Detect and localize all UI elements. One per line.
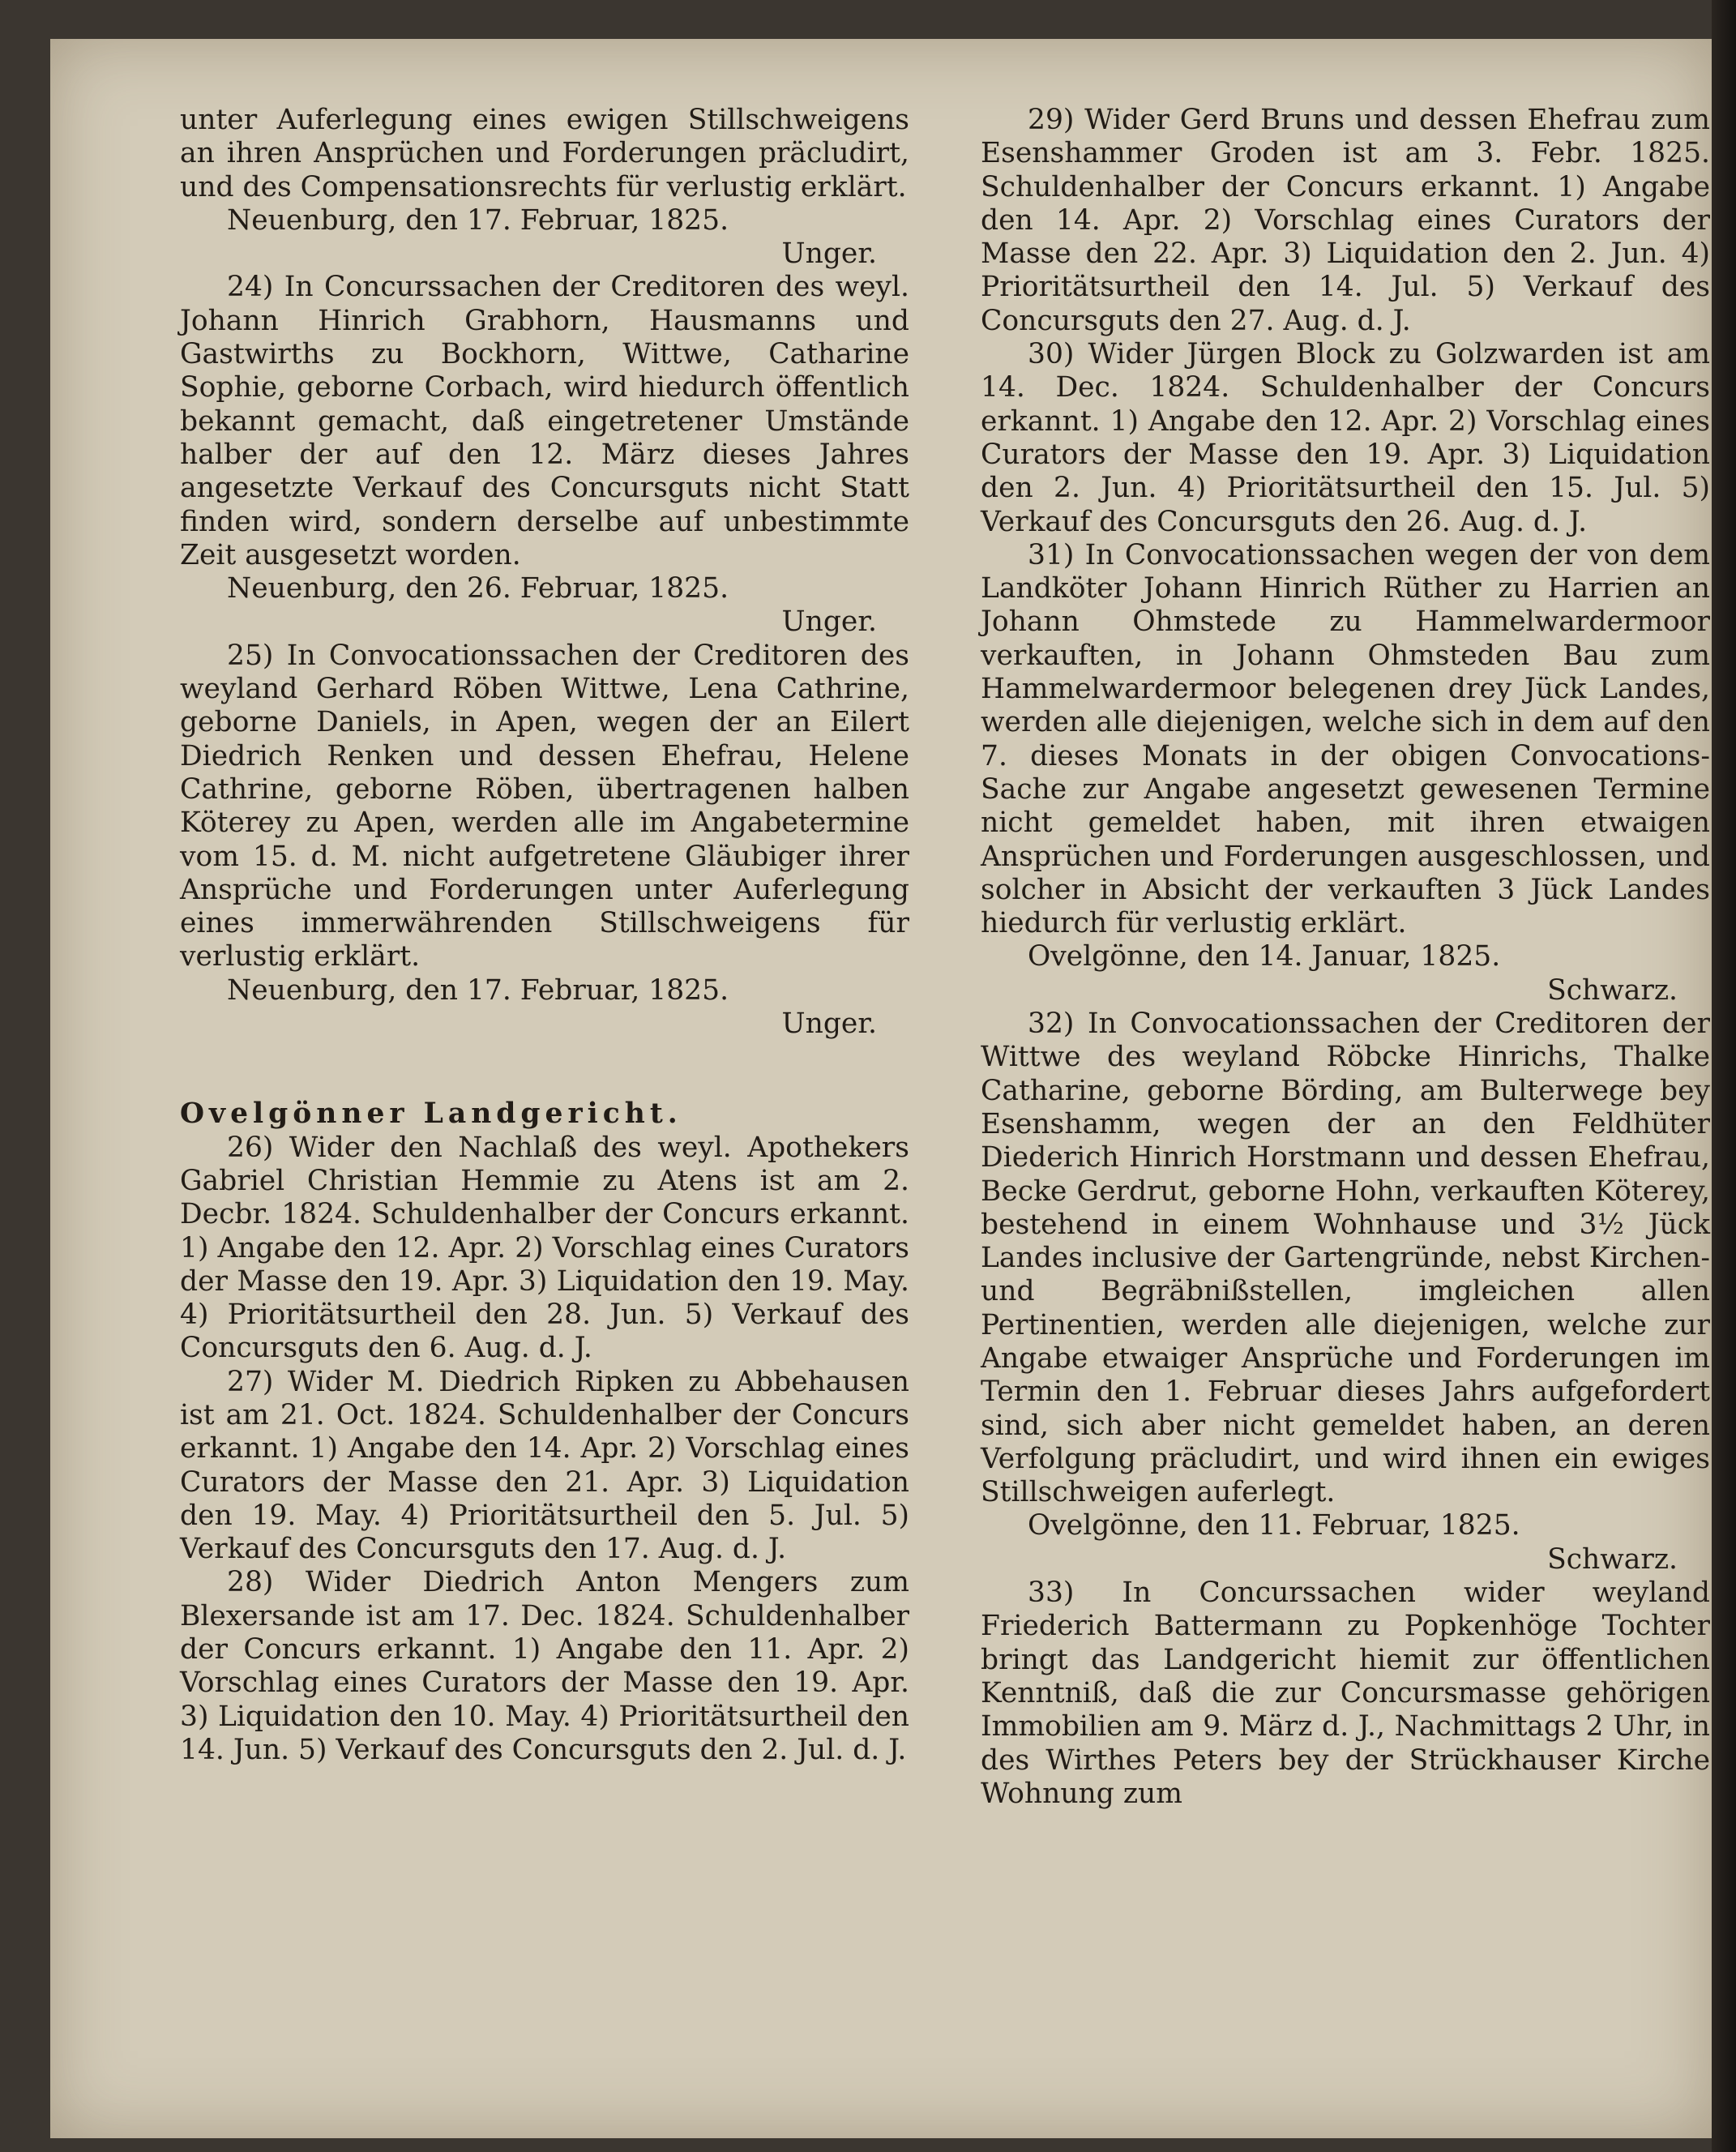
notice-paragraph: 31) In Convocationssachen wegen der von dem Landköter Johann Hinrich Rüther zu Harrien an Johann Ohmstede zu Hammelwardermoor verkauften, in Johann Ohmsteden Bau zum Hammelwardermoor belegenen drey Jück Landes, werden alle diejenigen, welche sich in dem auf den 7. dieses Monats in der obigen Convocations-Sache zur Angabe angesetzt gewesenen Termine nicht gemeldet haben, mit ihren etwaigen Ansprüchen und Forderungen ausgeschlossen, und solcher in Absicht der verkauften 3 Jück Landes hiedurch für verlustig erklärt.: [981, 538, 1710, 940]
notice-paragraph: 29) Wider Gerd Bruns und dessen Ehefrau zum Esenshammer Groden ist am 3. Febr. 1825. Schuldenhalber der Concurs erkannt. 1) Angabe den 14. Apr. 2) Vorschlag eines Curators der Masse den 22. Apr. 3) Liquidation den 2. Jun. 4) Prioritätsurtheil den 14. Jul. 5) Verkauf des Concursguts den 27. Aug. d. J.: [981, 104, 1710, 337]
spacer: [180, 1041, 909, 1097]
notice-paragraph: 26) Wider den Nachlaß des weyl. Apothekers Gabriel Christian Hemmie zu Atens ist am 2. Decbr. 1824. Schuldenhalber der Concurs erkannt. 1) Angabe den 12. Apr. 2) Vorschlag eines Curators der Masse den 19. Apr. 3) Liquidation den 19. May. 4) Prioritätsurtheil den 28. Jun. 5) Verkauf des Concursguts den 6. Aug. d. J.: [180, 1131, 909, 1365]
signature: Unger.: [781, 1008, 877, 1041]
place-date-line: Neuenburg, den 17. Februar, 1825.: [227, 203, 729, 237]
notice-paragraph: 30) Wider Jürgen Block zu Golzwarden ist am 14. Dec. 1824. Schuldenhalber der Concurs erkannt. 1) Angabe den 12. Apr. 2) Vorschlag eines Curators der Masse den 19. Apr. 3) Liquidation den 2. Jun. 4) Prioritätsurtheil den 15. Jul. 5) Verkauf des Concursguts den 26. Aug. d. J.: [981, 338, 1710, 538]
paragraph-continued: unter Auferlegung eines ewigen Stillschweigens an ihren Ansprüchen und Forderungen präcludirt, und des Compensationsrechts für verlustig erklärt.: [180, 104, 909, 203]
notice-paragraph: 25) In Convocationssachen der Creditoren des weyland Gerhard Röben Wittwe, Lena Cathrine, geborne Daniels, in Apen, wegen der an Eilert Diedrich Renken und dessen Ehefrau, Helene Cathrine, geborne Röben, übertragenen halben Köterey zu Apen, werden alle im Angabetermine vom 15. d. M. nicht aufgetretene Gläubiger ihrer Ansprüche und Forderungen unter Auferlegung eines immerwährenden Stillschweigens für verlustig erklärt.: [180, 639, 909, 973]
signature: Unger.: [781, 605, 877, 639]
signature: Unger.: [781, 237, 877, 271]
notice-paragraph: 24) In Concurssachen der Creditoren des weyl. Johann Hinrich Grabhorn, Hausmanns und Gastwirths zu Bockhorn, Wittwe, Catharine Sophie, geborne Corbach, wird hiedurch öffentlich bekannt gemacht, daß eingetretener Umstände halber der auf den 12. März dieses Jahres angesetzte Verkauf des Concursguts nicht Statt finden wird, sondern derselbe auf unbestimmte Zeit ausgesetzt worden.: [180, 271, 909, 571]
signature: Schwarz.: [1547, 973, 1678, 1007]
place-date-line: Neuenburg, den 26. Februar, 1825.: [227, 572, 729, 605]
place-date-line: Ovelgönne, den 11. Februar, 1825.: [1028, 1509, 1520, 1542]
right-column: [981, 104, 1710, 1811]
section-heading: Ovelgönner Landgericht.: [180, 1097, 682, 1131]
notice-paragraph: 33) In Concurssachen wider weyland Friederich Battermann zu Popkenhöge Tochter bringt das Landgericht hiemit zur öffentlichen Kenntniß, daß die zur Concursmasse gehörigen Immobilien am 9. März d. J., Nachmittags 2 Uhr, in des Wirthes Peters bey der Strückhauser Kirche Wohnung zum: [981, 1577, 1710, 1810]
place-date-line: Neuenburg, den 17. Februar, 1825.: [227, 973, 729, 1007]
signature: Schwarz.: [1547, 1542, 1678, 1576]
book-spine: [1712, 0, 1736, 2152]
notice-paragraph: 32) In Convocationssachen der Creditoren der Wittwe des weyland Röbcke Hinrichs, Thalke Catharine, geborne Börding, am Bulterwege bey Esenshamm, wegen der an den Feldhüter Diederich Hinrich Horstmann und dessen Ehefrau, Becke Gerdrut, geborne Hohn, verkauften Köterey, bestehend in einem Wohnhause und 3½ Jück Landes inclusive der Gartengründe, nebst Kirchen- und Begräbnißstellen, imgleichen allen Pertinentien, werden alle diejenigen, welche zur Angabe etwaiger Ansprüche und Forderungen im Termin den 1. Februar dieses Jahrs aufgefordert sind, sich aber nicht gemeldet haben, an deren Verfolgung präcludirt, und wird ihnen ein ewiges Stillschweigen auferlegt.: [981, 1008, 1710, 1509]
notice-paragraph: 27) Wider M. Diedrich Ripken zu Abbehausen ist am 21. Oct. 1824. Schuldenhalber der Concurs erkannt. 1) Angabe den 14. Apr. 2) Vorschlag eines Curators der Masse den 21. Apr. 3) Liquidation den 19. May. 4) Prioritätsurtheil den 5. Jul. 5) Verkauf des Concursguts den 17. Aug. d. J.: [180, 1365, 909, 1566]
left-column: [180, 104, 909, 1767]
place-date-line: Ovelgönne, den 14. Januar, 1825.: [1028, 940, 1501, 973]
notice-paragraph: 28) Wider Diedrich Anton Mengers zum Blexersande ist am 17. Dec. 1824. Schuldenhalber der Concurs erkannt. 1) Angabe den 11. Apr. 2) Vorschlag eines Curators der Masse den 19. Apr. 3) Liquidation den 10. May. 4) Prioritätsurtheil den 14. Jun. 5) Verkauf des Concursguts den 2. Jul. d. J.: [180, 1566, 909, 1766]
